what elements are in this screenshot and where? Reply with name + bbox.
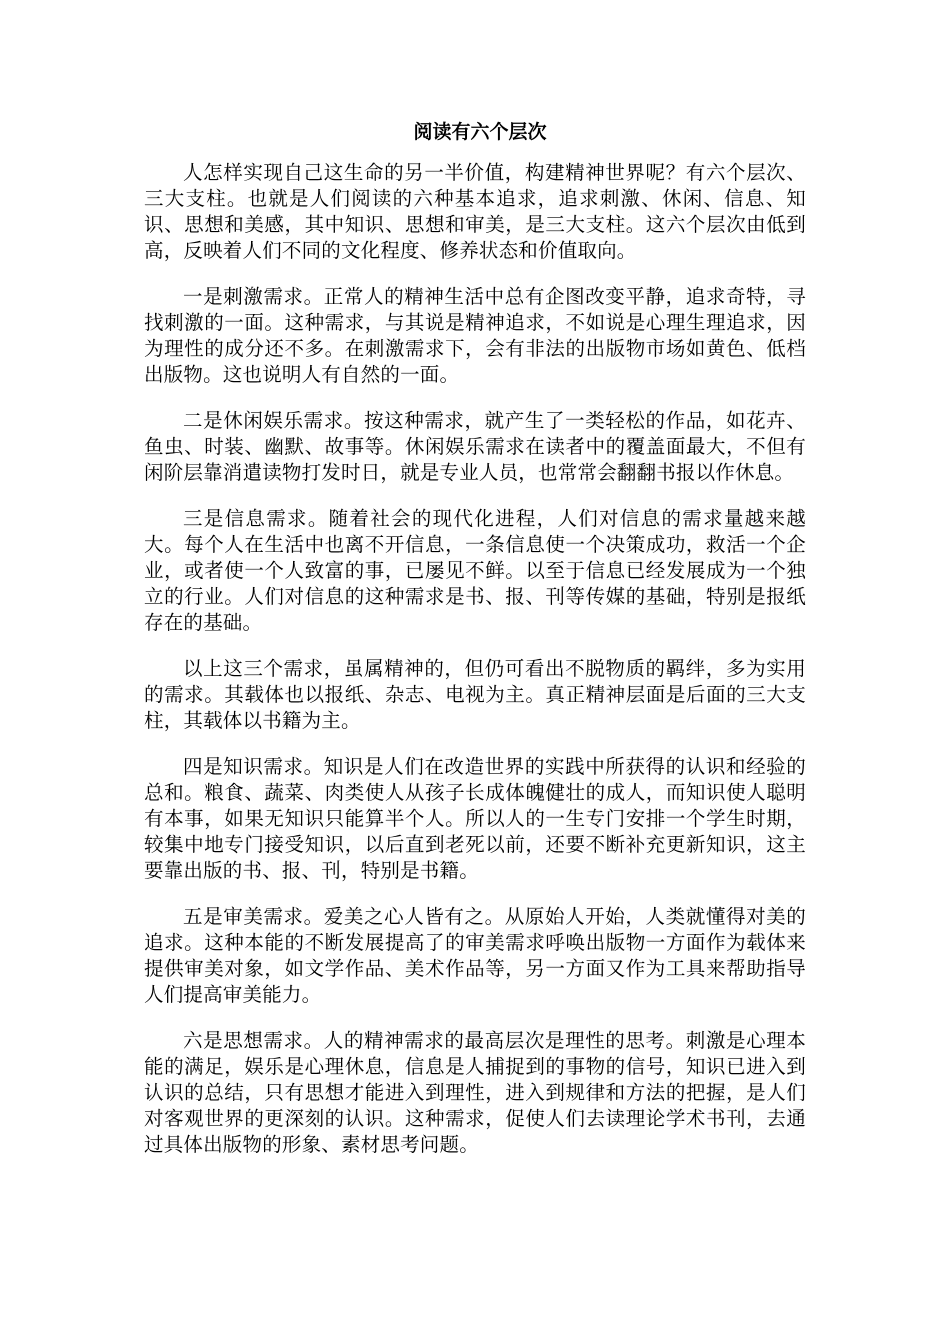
paragraph-summary: 以上这三个需求，虽属精神的，但仍可看出不脱物质的羁绊，多为实用的需求。其载体也以报纸、杂志、电视为主。真正精神层面是后面的三大支柱，其载体以书籍为主。 — [144, 657, 806, 732]
document-title: 阅读有六个层次 — [413, 121, 547, 143]
paragraph-intro: 人怎样实现自己这生命的另一半价值，构建精神世界呢？有六个层次、三大支柱。也就是人们阅读的六种基本追求，追求刺激、休闲、信息、知识、思想和美感，其中知识、思想和审美，是三大支柱。这六个层次由低到高，反映着人们不同的文化程度、修养状态和价值取向。 — [144, 161, 806, 262]
paragraph-information: 三是信息需求。随着社会的现代化进程，人们对信息的需求量越来越大。每个人在生活中也离不开信息，一条信息使一个决策成功，救活一个企业，或者使一个人致富的事，已屡见不鲜。以至于信息已经发展成为一个独立的行业。人们对信息的这种需求是书、报、刊等传媒的基础，特别是报纸存在的基础。 — [144, 507, 806, 634]
document-page — [144, 118, 806, 1178]
paragraph-aesthetics: 五是审美需求。爱美之心人皆有之。从原始人开始，人类就懂得对美的追求。这种本能的不断发展提高了的审美需求呼唤出版物一方面作为载体来提供审美对象，如文学作品、美术作品等，另一方面又作为工具来帮助指导人们提高审美能力。 — [144, 905, 806, 1006]
paragraph-knowledge: 四是知识需求。知识是人们在改造世界的实践中所获得的认识和经验的总和。粮食、蔬菜、肉类使人从孩子长成体魄健壮的成人，而知识使人聪明有本事，如果无知识只能算半个人。所以人的一生专门安排一个学生时期，较集中地专门接受知识，以后直到老死以前，还要不断补充更新知识，这主要靠出版的书、报、刊，特别是书籍。 — [144, 755, 806, 882]
paragraph-stimulation: 一是刺激需求。正常人的精神生活中总有企图改变平静，追求奇特，寻找刺激的一面。这种需求，与其说是精神追求，不如说是心理生理追求，因为理性的成分还不多。在刺激需求下，会有非法的出版物市场如黄色、低档出版物。这也说明人有自然的一面。 — [144, 285, 806, 386]
paragraph-leisure: 二是休闲娱乐需求。按这种需求，就产生了一类轻松的作品，如花卉、鱼虫、时装、幽默、故事等。休闲娱乐需求在读者中的覆盖面最大，不但有闲阶层靠消遣读物打发时日，就是专业人员，也常常会翻翻书报以作休息。 — [144, 409, 806, 484]
paragraph-thought: 六是思想需求。人的精神需求的最高层次是理性的思考。刺激是心理本能的满足，娱乐是心理休息，信息是人捕捉到的事物的信号，知识已进入到认识的总结，只有思想才能进入到理性，进入到规律和方法的把握，是人们对客观世界的更深刻的认识。这种需求，促使人们去读理论学术书刊，去通过具体出版物的形象、素材思考问题。 — [144, 1029, 806, 1156]
